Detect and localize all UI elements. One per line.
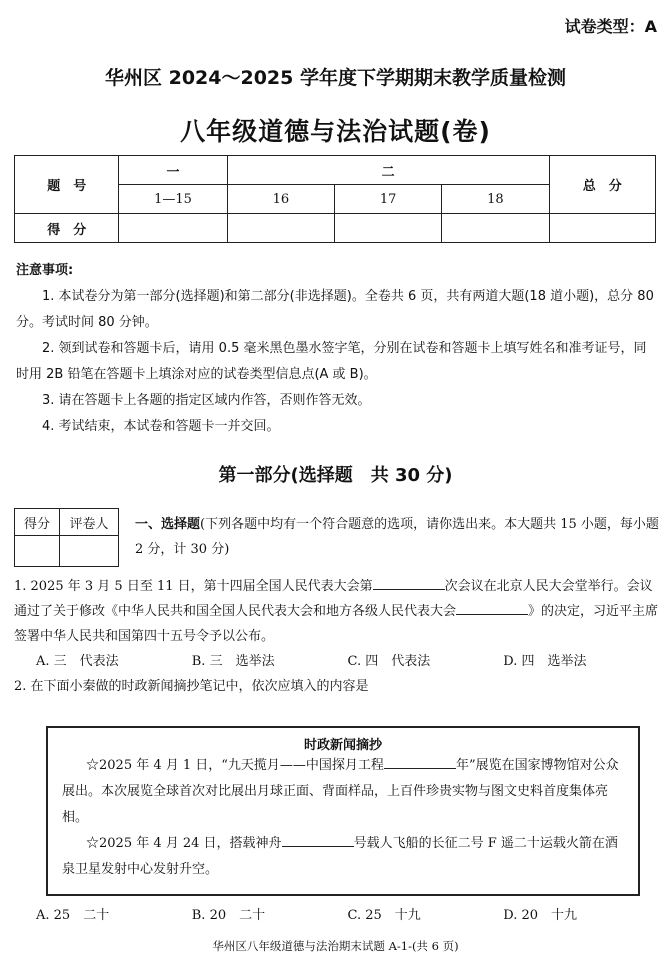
section1-label: 一、选择题 <box>135 517 201 532</box>
part1-header: 一 <box>119 156 227 185</box>
note-item: 3. 请在答题卡上各题的指定区域内作答，否则作答无效。 <box>42 393 371 408</box>
exam-header-line1: 华州区 2024～2025 学年度下学期期末教学质量检测 <box>105 67 566 89</box>
news-excerpt-box <box>46 726 640 896</box>
news1-text-a: ☆2025 年 4 月 1 日，“九天揽月——中国探月工程 <box>86 758 384 773</box>
subheader-1-15: 1—15 <box>119 185 227 214</box>
score-cell[interactable] <box>119 214 227 243</box>
q1-options <box>14 649 659 674</box>
q2-option-b[interactable]: B. 20 二十 <box>191 908 266 923</box>
page-footer: 华州区八年级道德与法治期末试题 A-1-(共 6 页) <box>212 939 459 953</box>
score-cell[interactable] <box>549 214 655 243</box>
question-1 <box>14 574 659 699</box>
note-item: 2. 领到试卷和答题卡后，请用 0.5 毫米黑色墨水签字笔，分别在试卷和答题卡上填写姓名和准考证号，同时用 2B 铅笔在答题卡上填涂对应的试卷类型信息点(A 或 B)。 <box>16 341 647 382</box>
q2-option-d[interactable]: D. 20 十九 <box>503 908 578 923</box>
subheader-16: 16 <box>227 185 334 214</box>
subheader-18: 18 <box>442 185 549 214</box>
q1-stem-c: 》的决定，习近平主席签署中华人民共和国第四十五号令予以公布。 <box>14 604 659 644</box>
q2-stem: 2. 在下面小秦做的时政新闻摘抄笔记中，依次应填入的内容是 <box>14 679 369 694</box>
q1-blank-2[interactable] <box>456 600 528 615</box>
q1-option-c[interactable]: C. 四 代表法 <box>347 654 431 669</box>
q1-option-b[interactable]: B. 三 选举法 <box>191 654 275 669</box>
total-header: 总 分 <box>549 156 655 214</box>
news2-text-b: 号载人飞船的长征二号 F 遥二十运载火箭在酒泉卫星发射中心发射升空。 <box>62 836 618 877</box>
q2-options <box>14 903 659 928</box>
grader-score-label: 得分 <box>15 509 60 536</box>
notes-title: 注意事项: <box>16 263 74 278</box>
part1-title: 第一部分(选择题 共 30 分) <box>218 465 453 486</box>
news-item-2 <box>48 831 638 883</box>
q2-option-a[interactable]: A. 25 二十 <box>36 908 110 923</box>
grader-table <box>14 508 119 567</box>
news1-text-b: 年”展览在国家博物馆对公众展出。本次展览全球首次对比展出月球正面、背面样品，上百件珍贵实物与图文史料首度集体亮相。 <box>62 758 619 825</box>
question-number-label: 题 号 <box>15 156 119 214</box>
score-table <box>14 155 656 243</box>
note-item: 4. 考试结束，本试卷和答题卡一并交回。 <box>42 419 280 434</box>
grader-reviewer-label: 评卷人 <box>60 509 119 536</box>
score-cell[interactable] <box>334 214 441 243</box>
grader-reviewer-cell[interactable] <box>60 536 119 567</box>
notes-section <box>16 258 656 440</box>
news-item-1 <box>48 753 638 831</box>
paper-type-label: 试卷类型：A <box>564 17 657 36</box>
grader-score-cell[interactable] <box>15 536 60 567</box>
news2-blank[interactable] <box>282 832 354 847</box>
q1-stem-a: 1. 2025 年 3 月 5 日至 11 日，第十四届全国人民代表大会第 <box>14 579 373 594</box>
news-box-title: 时政新闻摘抄 <box>303 738 382 753</box>
section1-intro <box>135 512 660 562</box>
score-row-label: 得 分 <box>15 214 119 243</box>
news1-blank[interactable] <box>384 754 456 769</box>
part2-header: 二 <box>227 156 549 185</box>
score-cell[interactable] <box>227 214 334 243</box>
q2-options-wrap <box>14 903 659 928</box>
exam-title: 八年级道德与法治试题(卷) <box>180 117 491 146</box>
section1-desc: (下列各题中均有一个符合题意的选项，请你选出来。本大题共 15 小题，每小题 2 分，计 30 分) <box>135 517 659 557</box>
q1-option-d[interactable]: D. 四 选举法 <box>503 654 587 669</box>
q1-stem-b: 次会议在北京人民大会堂举行。会议通过了关于修改《中华人民共和国全国人民代表大会和地方各级人民代表大会 <box>14 579 653 619</box>
note-item: 1. 本试卷分为第一部分(选择题)和第二部分(非选择题)。全卷共 6 页，共有两道大题(18 道小题)，总分 80 分。考试时间 80 分钟。 <box>16 289 654 330</box>
q2-option-c[interactable]: C. 25 十九 <box>347 908 421 923</box>
score-cell[interactable] <box>442 214 549 243</box>
subheader-17: 17 <box>334 185 441 214</box>
q1-blank-1[interactable] <box>373 575 445 590</box>
q1-option-a[interactable]: A. 三 代表法 <box>36 654 119 669</box>
news2-text-a: ☆2025 年 4 月 24 日，搭载神舟 <box>86 836 282 851</box>
